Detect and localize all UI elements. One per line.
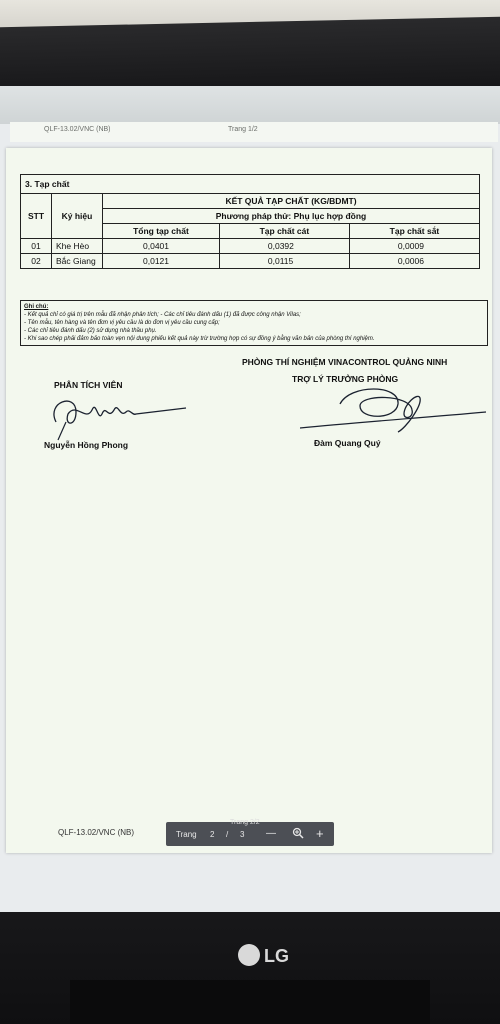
pager-label: Trang [176,830,197,839]
total-pages: 3 [240,830,245,839]
cell-symbol: Khe Hèo [52,239,103,254]
document-page [6,148,492,853]
cell-iron: 0,0006 [349,254,479,269]
cell-iron: 0,0009 [349,239,479,254]
cell-total: 0,0401 [103,239,220,254]
col-iron: Tạp chất sắt [349,224,479,239]
assistant-signature [300,384,490,440]
impurity-table-section [20,174,480,269]
lg-logo-icon [238,944,260,966]
cell-stt: 01 [21,239,52,254]
previous-page-code: QLF-13.02/VNC (NB) [44,126,111,133]
section-title: 3. Tạp chất [20,174,480,193]
cell-sand: 0,0115 [219,254,349,269]
result-header: KẾT QUẢ TẠP CHẤT (KG/BDMT) [103,194,480,209]
zoom-in-button[interactable]: + [316,826,324,841]
monitor-screen [0,86,500,916]
cell-sand: 0,0392 [219,239,349,254]
current-page-input[interactable]: 2 [210,830,215,839]
cell-symbol: Bắc Giang [52,254,103,269]
zoom-out-button[interactable]: — [266,828,276,839]
cell-stt: 02 [21,254,52,269]
monitor-brand: LG [264,946,289,966]
lab-name: PHÒNG THÍ NGHIỆM VINACONTROL QUẢNG NINH [242,357,448,367]
col-total: Tổng tạp chất [103,224,220,239]
zoom-in-icon[interactable] [292,827,304,841]
page-separator: / [226,830,229,839]
page-indicator: Trang 2/2 [230,819,260,826]
note-line: - Kết quả chỉ có giá trị trên mẫu đã nhận phân tích; - Các chỉ tiêu đánh dấu (1) đã được công nhận Vilas; [24,312,301,318]
notes-title: Ghi chú: [24,304,49,310]
col-sand: Tạp chất cát [219,224,349,239]
cell-total: 0,0121 [103,254,220,269]
assistant-title: TRỢ LÝ TRƯỞNG PHÒNG [292,374,399,384]
note-line: - Các chỉ tiêu đánh dấu (2) sử dụng nhà thầu phụ. [24,328,157,334]
table-row [21,254,480,269]
assistant-name: Đàm Quang Quý [314,438,381,448]
note-line: - Tên mẫu, tên hàng và tên đơn vị yêu cầu là do đơn vị yêu cầu cung cấp; [24,320,220,326]
monitor-stand [70,980,430,1024]
analyst-name: Nguyễn Hồng Phong [44,440,129,450]
previous-page-fragment [10,122,498,142]
analyst-title: PHÂN TÍCH VIÊN [54,380,123,390]
col-symbol: Ký hiệu [52,194,103,239]
viewer-top-strip [0,86,500,124]
previous-page-number: Trang 1/2 [228,126,258,133]
impurity-table [20,193,480,269]
table-row [21,239,480,254]
col-stt: STT [21,194,52,239]
footer-code: QLF-13.02/VNC (NB) [58,828,135,837]
method-header: Phương pháp thử: Phụ lục hợp đồng [103,209,480,224]
analyst-signature [46,392,196,442]
note-line: - Khi sao chép phải đảm bảo toàn vẹn nội dung phiếu kết quả này trừ trường hợp có sự đồng ý bằng văn bản của phòng thí nghiệm. [24,336,375,342]
notes-box [20,300,488,346]
